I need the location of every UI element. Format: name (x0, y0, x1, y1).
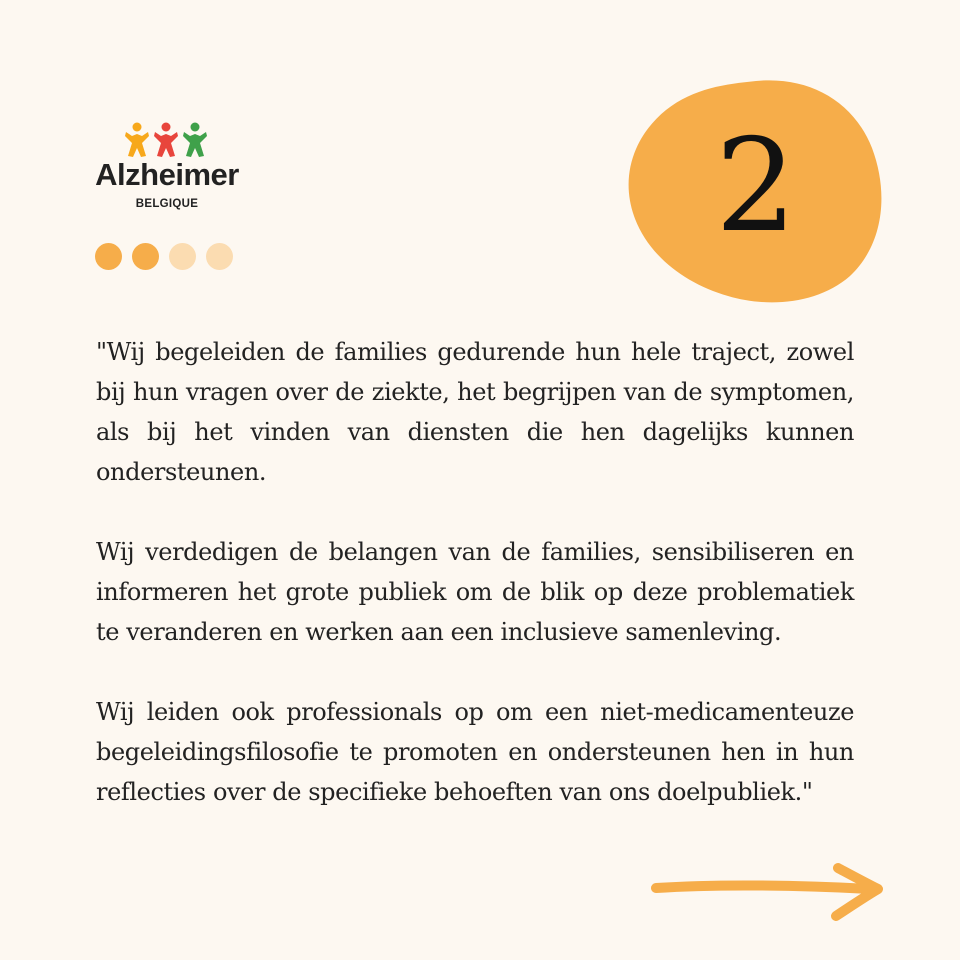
progress-dot-active (95, 243, 122, 270)
logo-subtitle: BELGIQUE (135, 198, 199, 210)
progress-dot-active (132, 243, 159, 270)
people-figures-icon (124, 122, 208, 160)
paragraph-3: Wij leiden ook professionals op om een niet-medicamenteuze begeleidingsfilosofie te promoten en ondersteunen hen in hun reflecties over de specifieke behoeften van ons doelpubliek." (96, 698, 854, 806)
alzheimer-belgique-logo (72, 122, 262, 222)
slide-number: 2 (715, 112, 797, 261)
logo-title: Alzheimer (95, 157, 239, 192)
progress-dot-inactive (169, 243, 196, 270)
progress-dot-inactive (206, 243, 233, 270)
quote-text (96, 332, 854, 812)
arrow-right-icon[interactable] (648, 858, 888, 924)
paragraph-2: Wij verdedigen de belangen van de families, sensibiliseren en informeren het grote publiek om de blik op deze problematiek te veranderen en werken aan een inclusieve samenleving. (96, 538, 854, 646)
paragraph-1: "Wij begeleiden de families gedurende hun hele traject, zowel bij hun vragen over de ziekte, het begrijpen van de symptomen, als bij het vinden van diensten die hen dagelijks kunnen ondersteunen. (96, 338, 854, 486)
slide-progress-dots (95, 243, 233, 271)
slide-number-badge (628, 78, 884, 304)
